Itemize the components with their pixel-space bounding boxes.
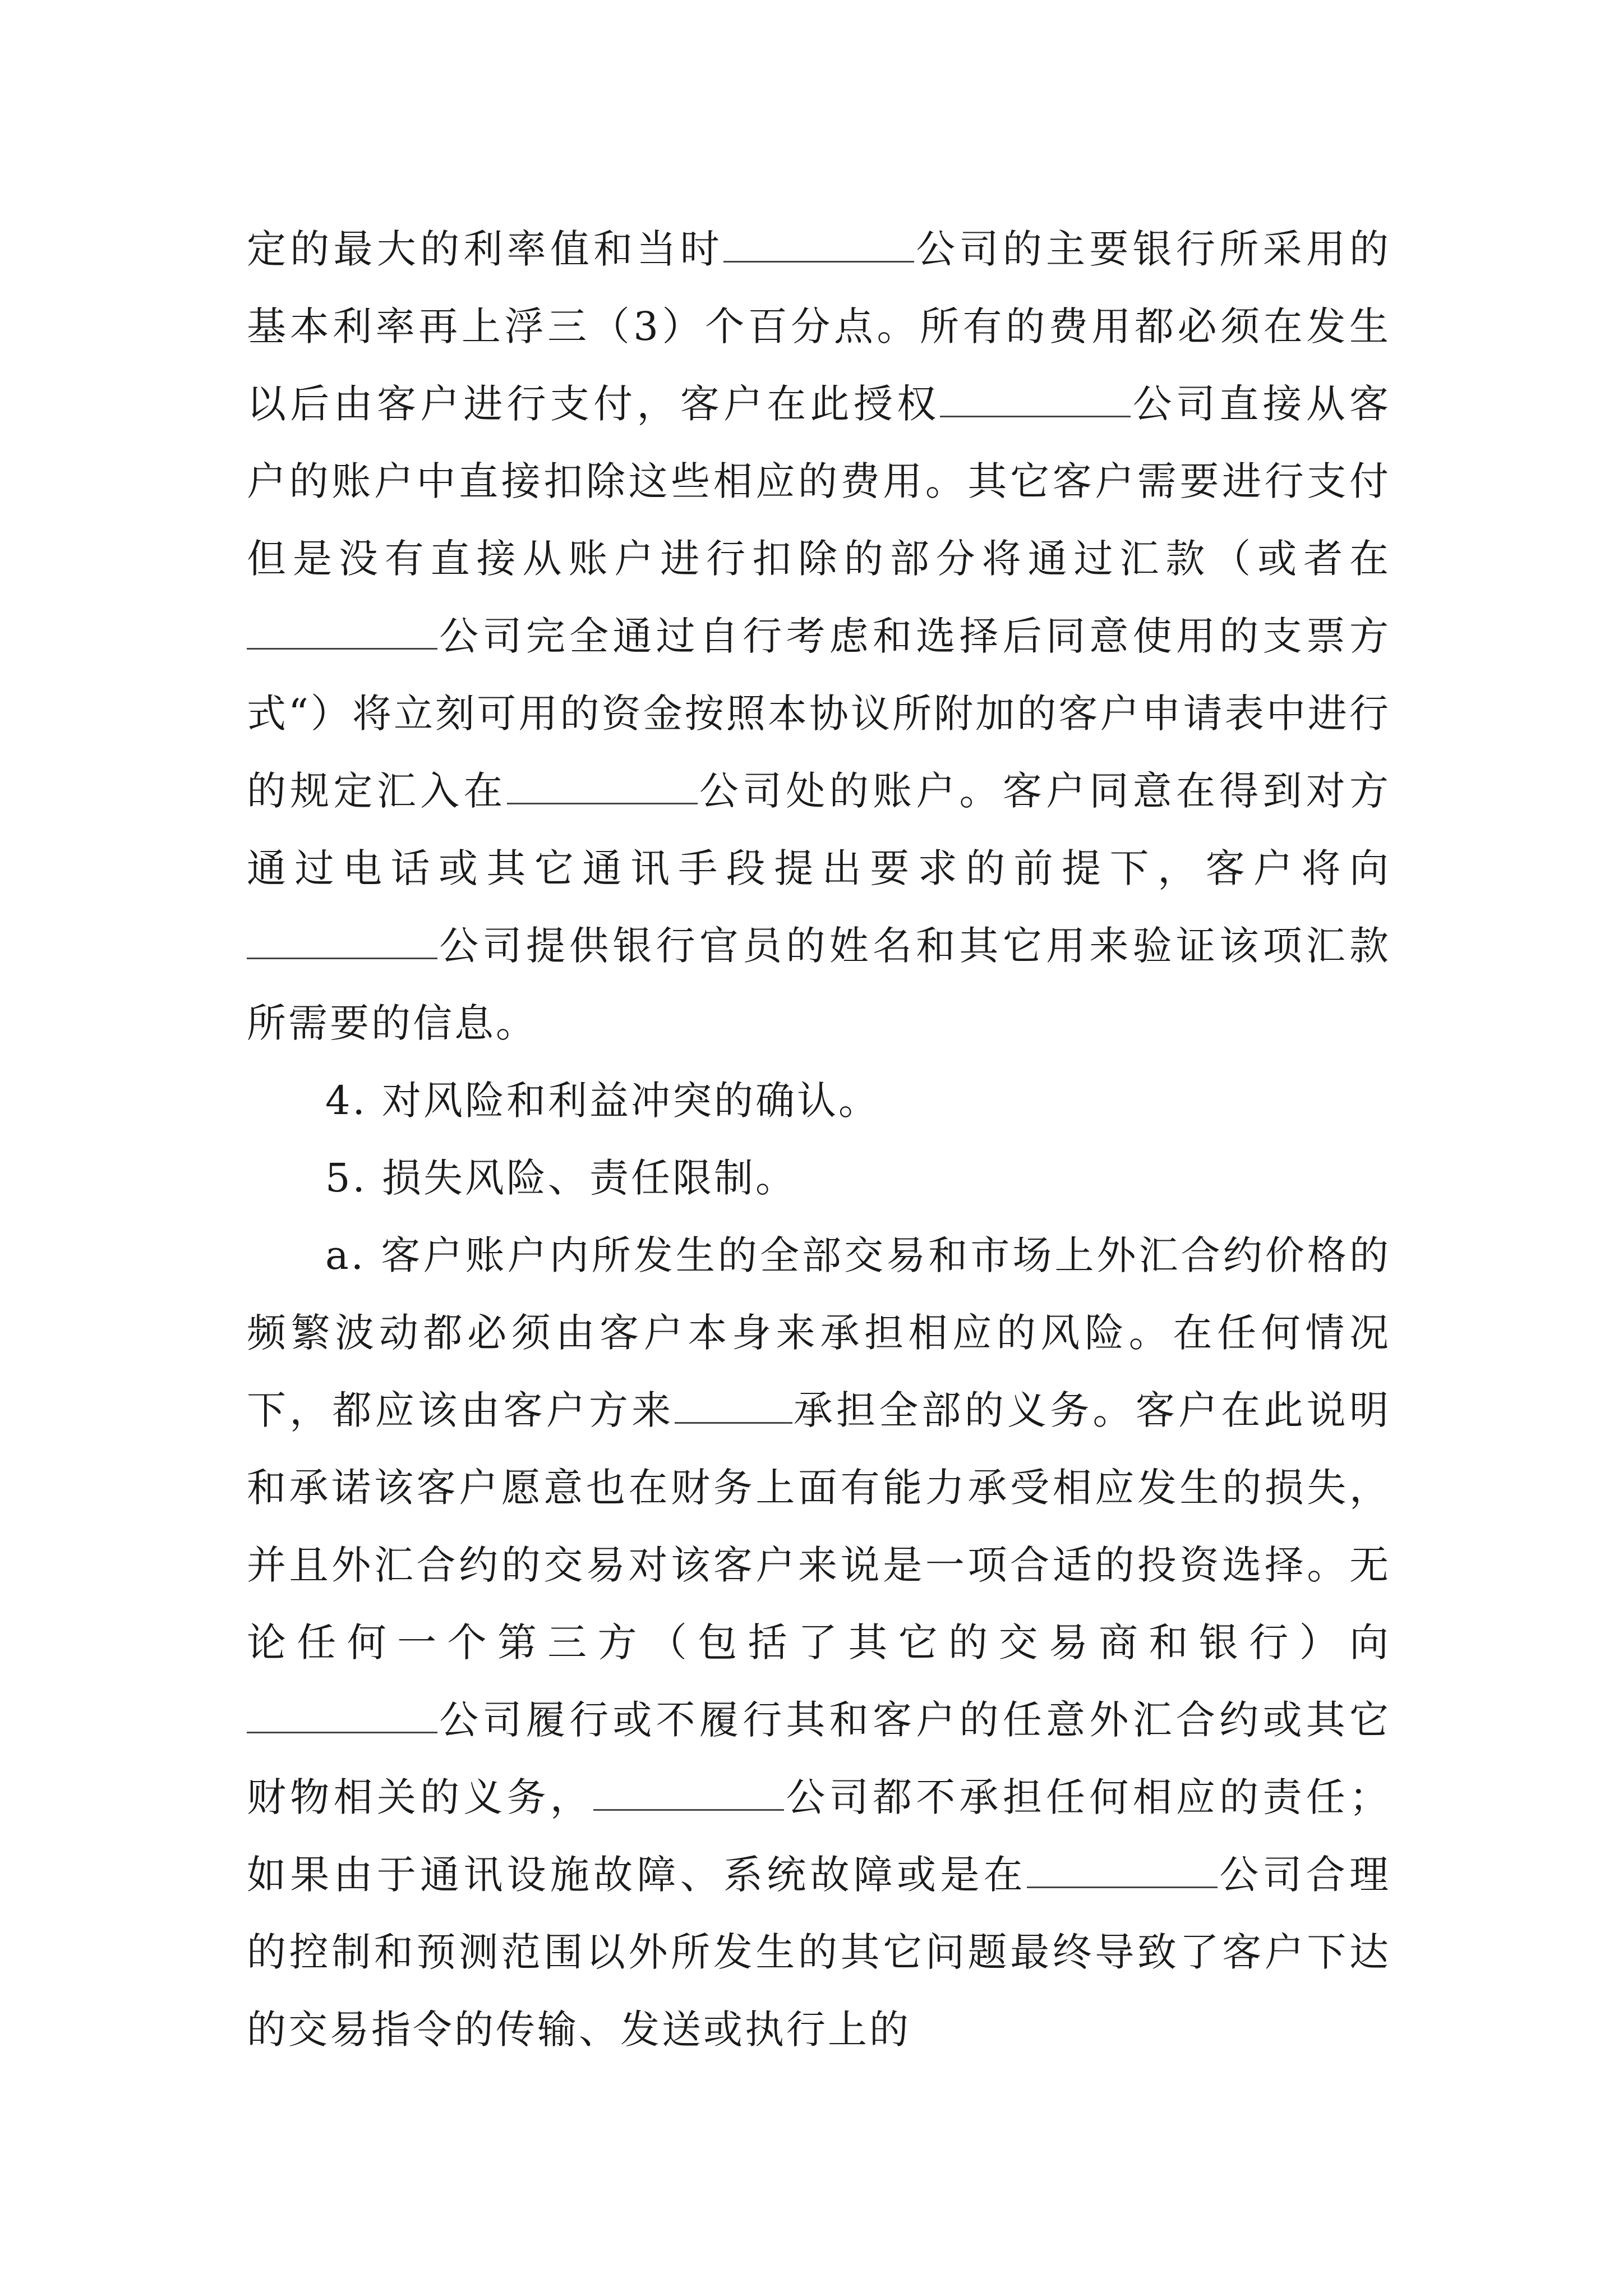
paragraph-risk	[247, 1217, 1391, 2068]
blank-field	[247, 923, 437, 959]
blank-field	[247, 1697, 437, 1733]
paragraph-fees	[247, 210, 1391, 1062]
text-segment: 公司提供银行官员的姓名和其它用来验证该项汇款所需要的信息。	[247, 923, 1391, 1046]
text-segment: 承担全部的义务。客户在此说明和承诺该客户愿意也在财务上面有能力承受相应发生的损失，并且外汇合约的交易对该客户来说是一项合适的投资选择。无论任何一个第三方（包括了其它的交易商和银行）向	[247, 1387, 1391, 1665]
blank-field	[940, 381, 1131, 417]
document-body	[247, 210, 1391, 2068]
item-4-heading: 4. 对风险和利益冲突的确认。	[325, 1078, 880, 1124]
text-segment: 公司履行或不履行其和客户的任意外汇合约或其它财物相关的义务，	[247, 1697, 1391, 1820]
text-segment: 定的最大的利率值和当时	[247, 226, 723, 272]
text-segment: a. 客户账户内所发生的全部交易和市场上外汇合约价格的频繁波动都必须由客户本身来承担相应的风险。在任何情况下，都应该由客户方来	[247, 1232, 1391, 1433]
blank-field	[675, 1387, 792, 1424]
text-segment: 公司合理的控制和预测范围以外所发生的其它问题最终导致了客户下达的交易指令的传输、发送或执行上的	[247, 1852, 1391, 2053]
item-5-heading: 5. 损失风险、责任限制。	[325, 1155, 797, 1201]
text-segment: 公司都不承担任何相应的责任；如果由于通讯设施故障、系统故障或是在	[247, 1774, 1391, 1898]
text-segment: 公司处的账户。客户同意在得到对方通过电话或其它通讯手段提出要求的前提下，客户将向	[247, 768, 1391, 891]
text-segment: 公司的主要银行所采用的基本利率再上浮三（3）个百分点。所有的费用都必须在发生以后由客户进行支付，客户在此授权	[247, 226, 1391, 427]
blank-field	[723, 226, 914, 263]
blank-field	[507, 768, 698, 804]
blank-field	[247, 613, 437, 650]
text-segment: 公司直接从客户的账户中直接扣除这些相应的费用。其它客户需要进行支付但是没有直接从账户进行扣除的部分将通过汇款（或者在	[247, 381, 1391, 582]
blank-field	[593, 1774, 784, 1811]
blank-field	[1027, 1852, 1218, 1888]
text-segment: 公司完全通过自行考虑和选择后同意使用的支票方式“）将立刻可用的资金按照本协议所附加的客户申请表中进行的规定汇入在	[247, 613, 1391, 814]
